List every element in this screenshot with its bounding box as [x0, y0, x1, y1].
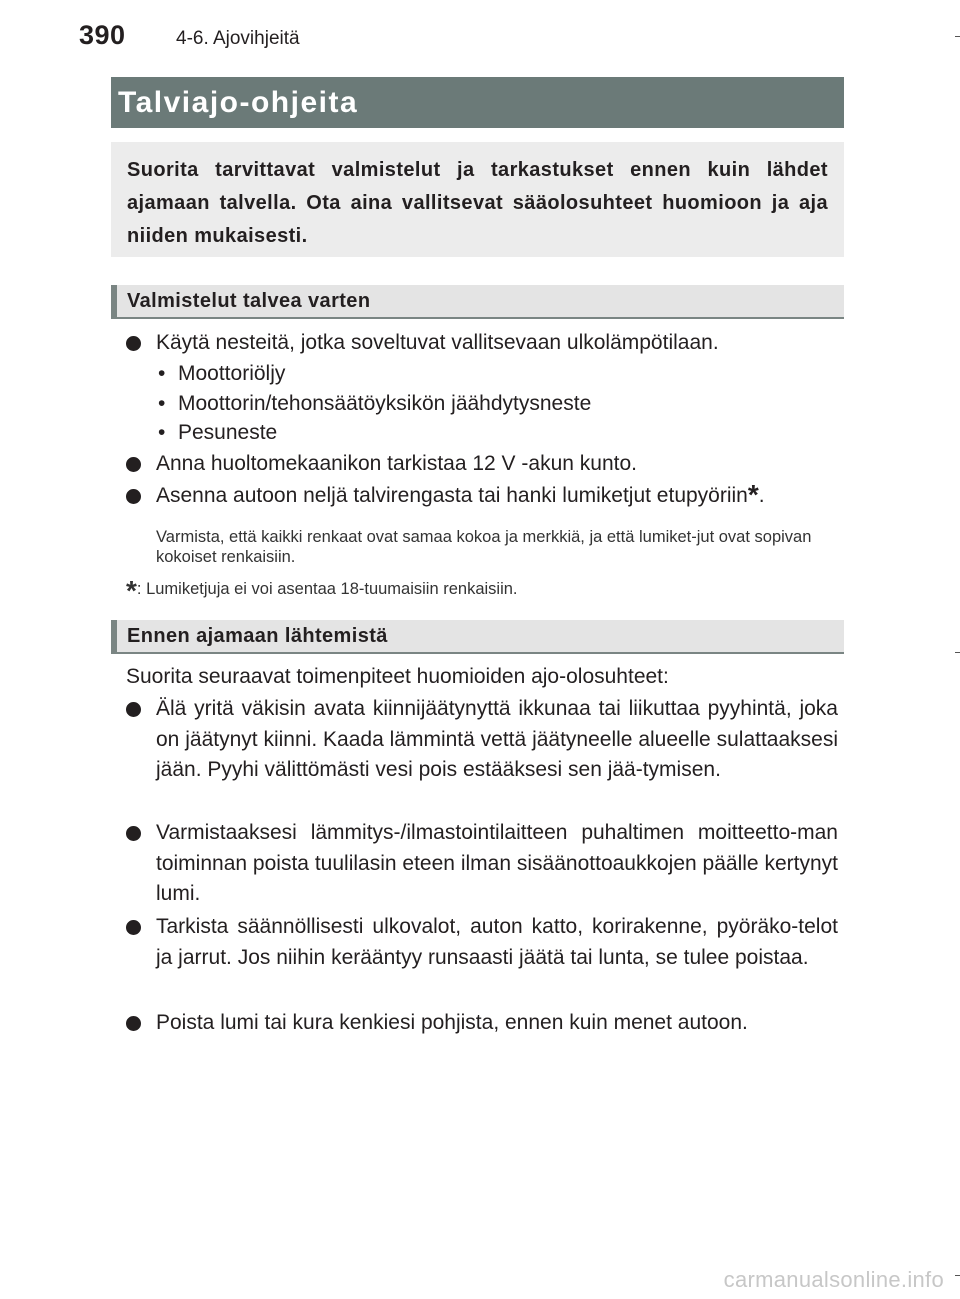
sub-list-item-text: Moottoriöljy: [178, 362, 286, 385]
crop-mark: [955, 1275, 960, 1276]
footnote-star: *: [126, 575, 137, 606]
list-item: [126, 481, 838, 512]
footnote: [126, 575, 518, 606]
list-item-text: Varmistaaksesi lämmitys-/ilmastointilaitteen puhaltimen moitteetto-man toiminnan poista tuulilasin eteen ilman sisäänottoaukkojen päälle kertynyt lumi.: [156, 821, 838, 905]
footnote-text: : Lumiketjuja ei voi asentaa 18-tuumaisiin renkaisiin.: [136, 580, 518, 598]
section-heading-before-driving: Ennen ajamaan lähtemistä: [111, 620, 844, 654]
sub-list-item: [158, 418, 277, 448]
sub-bullet-icon: •: [158, 421, 166, 444]
list-item: [126, 912, 838, 973]
sub-list-item-text: Pesuneste: [178, 421, 278, 444]
list-item-text: Poista lumi tai kura kenkiesi pohjista, ennen kuin menet autoon.: [156, 1011, 748, 1034]
list-item-text-end: .: [758, 484, 765, 507]
bullet-dot-icon: [126, 489, 141, 504]
watermark: carmanualsonline.info: [723, 1267, 944, 1292]
page-title: Talviajo-ohjeita: [111, 77, 844, 128]
section-heading-winter-prep: Valmistelut talvea varten: [111, 285, 844, 319]
list-item-text: Anna huoltomekaanikon tarkistaa 12 V -akun kunto.: [156, 452, 637, 475]
crop-mark: [955, 652, 960, 653]
list-item: [126, 694, 838, 786]
list-item: [126, 1008, 838, 1039]
bullet-dot-icon: [126, 826, 141, 841]
bullet-dot-icon: [126, 336, 141, 351]
list-item: [126, 328, 838, 359]
list-item-text-main: Asenna autoon neljä talvirengasta tai hanki lumiketjut etupyöriin: [156, 484, 748, 507]
footnote-marker: *: [747, 479, 759, 510]
sub-list-item-text: Moottorin/tehonsäätöyksikön jäähdytysneste: [178, 392, 592, 415]
list-item: [126, 818, 838, 910]
bullet-dot-icon: [126, 457, 141, 472]
list-item-text: Älä yritä väkisin avata kiinnijäätynyttä ikkunaa tai liikuttaa pyyhintä, joka on jäätynyt kiinni. Kaada lämmintä vettä jäätyneelle alueelle sulattaaksesi jään. Pyyhi välittömästi vesi pois estääksesi sen jää-tymisen.: [156, 697, 838, 781]
sub-list-item: [158, 389, 591, 419]
intro-box: Suorita tarvittavat valmistelut ja tarkastukset ennen kuin lähdet ajamaan talvella. Ota aina vallitsevat sääolosuhteet huomioon ja aja niiden mukaisesti.: [111, 142, 844, 257]
list-item-text: [156, 481, 838, 512]
sub-list-item: [158, 359, 285, 389]
page-number: 390: [79, 20, 126, 50]
running-header: 4-6. Ajovihjeitä: [176, 28, 300, 49]
bullet-dot-icon: [126, 702, 141, 717]
bullet-dot-icon: [126, 1016, 141, 1031]
crop-mark: [955, 36, 960, 37]
bullet-dot-icon: [126, 920, 141, 935]
sub-bullet-icon: •: [158, 362, 166, 385]
list-item: [126, 449, 838, 480]
lead-paragraph: Suorita seuraavat toimenpiteet huomioiden ajo-olosuhteet:: [126, 665, 669, 688]
list-item-text: Tarkista säännöllisesti ulkovalot, auton katto, korirakenne, pyöräko-telot ja jarrut. Jos niihin kerääntyy runsaasti jäätä tai lunta, se tulee poistaa.: [156, 915, 838, 969]
sub-bullet-icon: •: [158, 392, 166, 415]
note-text: Varmista, että kaikki renkaat ovat samaa kokoa ja merkkiä, ja että lumiket-jut ovat sopivan kokoiset renkaisiin.: [156, 528, 812, 566]
list-item-text: Käytä nesteitä, jotka soveltuvat vallitsevaan ulkolämpötilaan.: [156, 331, 719, 354]
